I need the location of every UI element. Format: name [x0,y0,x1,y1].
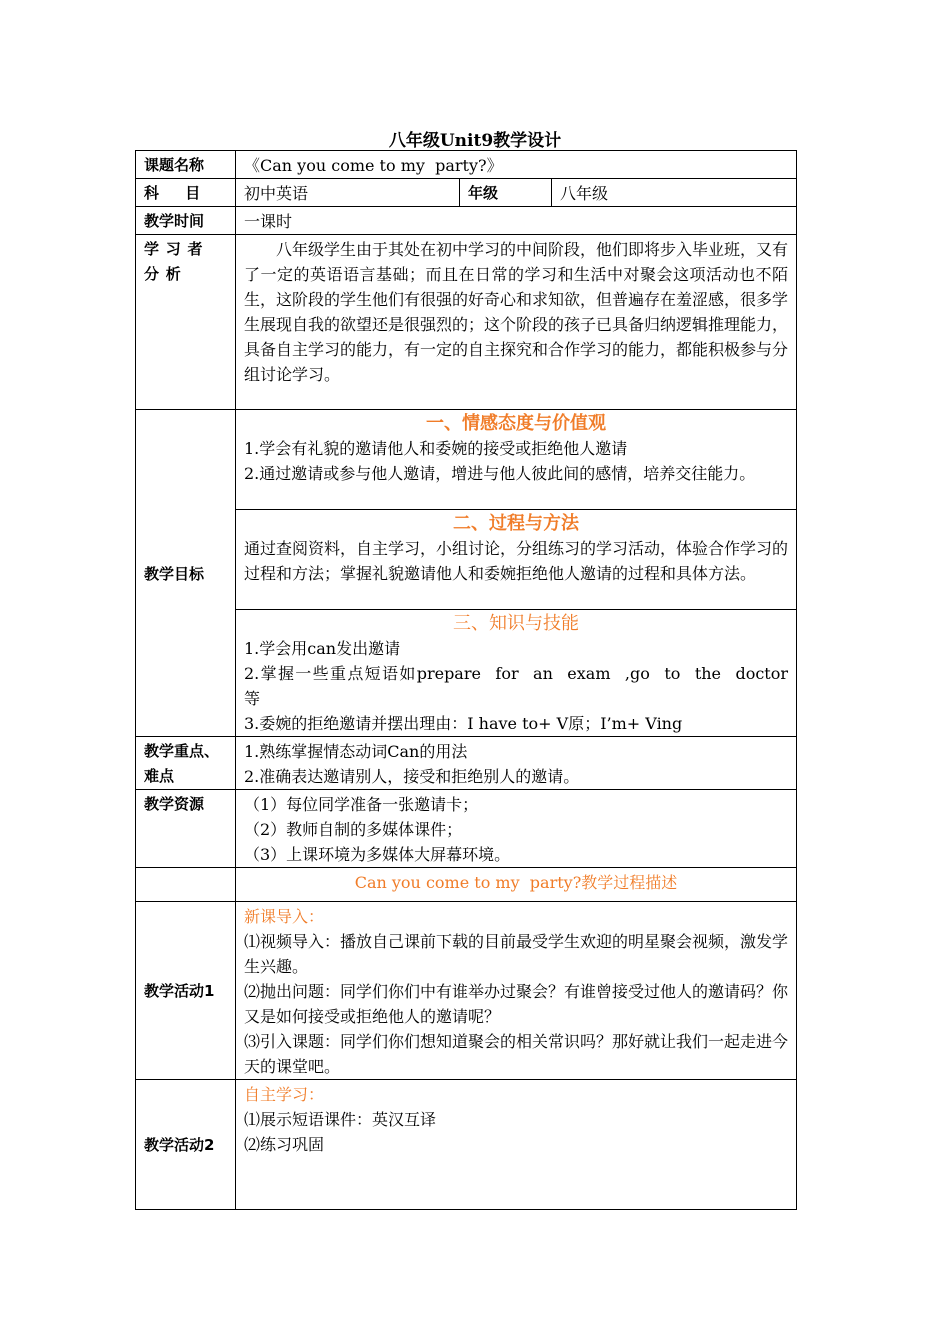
document-title: 八年级Unit9教学设计 [388,131,562,151]
row-activity2 [136,1080,797,1210]
activity2-title: 自主学习： [244,1085,325,1104]
row-keypoints [136,737,797,790]
goal1-item1: 1.学会有礼貌的邀请他人和委婉的接受或拒绝他人邀请 [244,439,628,458]
activity2-item1: ⑴展示短语课件：英汉互译 [244,1110,437,1129]
process-heading: Can you come to my party?教学过程描述 [236,868,797,902]
activity1-item3: ⑶引入课题：同学们你们想知道聚会的相关常识吗？那好就让我们一起走进今天的课堂吧。 [244,1032,789,1076]
row-time [136,207,797,235]
keypoint-1: 1.熟练掌握情态动词Can的用法 [244,742,468,761]
time-value: 一课时 [236,207,797,235]
goal1-cell [236,410,797,510]
empty-label-cell [136,868,236,902]
goal2-title: 二、过程与方法 [453,513,579,534]
activity1-cell [236,902,797,1080]
keypoint-2: 2.准确表达邀请别人，接受和拒绝别人的邀请。 [244,767,580,786]
activity2-cell [236,1080,797,1210]
goal3-item1: 1.学会用can发出邀请 [244,639,401,658]
row-activity1 [136,902,797,1080]
keypoints-label: 教学重点、难点 [136,737,236,790]
row-goal1 [136,410,797,510]
topic-label: 课题名称 [136,151,236,179]
subject-label: 科 目 [136,179,236,207]
goal1-title: 一、情感态度与价值观 [426,413,606,434]
learner-label: 学习者分析 [136,235,236,410]
goal3-cell [236,610,797,737]
goals-label: 教学目标 [136,410,236,737]
resource-1: （1）每位同学准备一张邀请卡； [244,795,479,814]
subject-value: 初中英语 [236,179,460,207]
row-topic [136,151,797,179]
goal2-text: 通过查阅资料，自主学习，小组讨论，分组练习的学习活动，体验合作学习的过程和方法；掌握礼貌邀请他人和委婉拒绝他人邀请的过程和具体方法。 [244,539,789,583]
keypoints-cell [236,737,797,790]
resource-2: （2）教师自制的多媒体课件； [244,820,463,839]
activity1-item1: ⑴视频导入：播放自己课前下载的目前最受学生欢迎的明星聚会视频，激发学生兴趣。 [244,932,789,976]
time-label: 教学时间 [136,207,236,235]
activity1-label: 教学活动1 [136,902,236,1080]
lesson-plan-table [135,150,797,1210]
topic-value: 《Can you come to my party?》 [236,151,797,179]
resource-3: （3）上课环境为多媒体大屏幕环境。 [244,845,511,864]
row-subject [136,179,797,207]
goal3-item3: 3.委婉的拒绝邀请并摆出理由：I have to+ V原；I’m+ Ving [244,714,683,733]
resources-label: 教学资源 [136,790,236,868]
resources-cell [236,790,797,868]
row-learner [136,235,797,410]
learner-text: 八年级学生由于其处在初中学习的中间阶段，他们即将步入毕业班，又有了一定的英语语言基础；而且在日常的学习和生活中对聚会这项活动也不陌生，这阶段的学生他们有很强的好奇心和求知欲，但普遍存在羞涩感，很多学生展现自我的欲望还是很强烈的；这个阶段的孩子已具备归纳逻辑推理能力，具备自主学习的能力，有一定的自主探究和合作学习的能力，都能积极参与分组讨论学习。 [244,240,789,384]
goal3-title: 三、知识与技能 [453,613,579,634]
activity2-label: 教学活动2 [136,1080,236,1210]
activity2-item2: ⑵练习巩固 [244,1135,325,1154]
grade-label: 年级 [460,179,552,207]
activity1-title: 新课导入： [244,907,325,926]
row-goal2 [136,510,797,610]
goal3-item2: 2.掌握一些重点短语如prepare for an exam ,go to the doctor 等 [244,664,788,708]
goal1-item2: 2.通过邀请或参与他人邀请，增进与他人彼此间的感情，培养交往能力。 [244,464,756,483]
learner-cell [236,235,797,410]
row-goal3 [136,610,797,737]
activity1-item2: ⑵抛出问题：同学们你们中有谁举办过聚会？有谁曾接受过他人的邀请码？你又是如何接受或拒绝他人的邀请呢？ [244,982,789,1026]
goal2-cell [236,510,797,610]
row-resources [136,790,797,868]
row-process-heading [136,868,797,902]
grade-value: 八年级 [552,179,797,207]
